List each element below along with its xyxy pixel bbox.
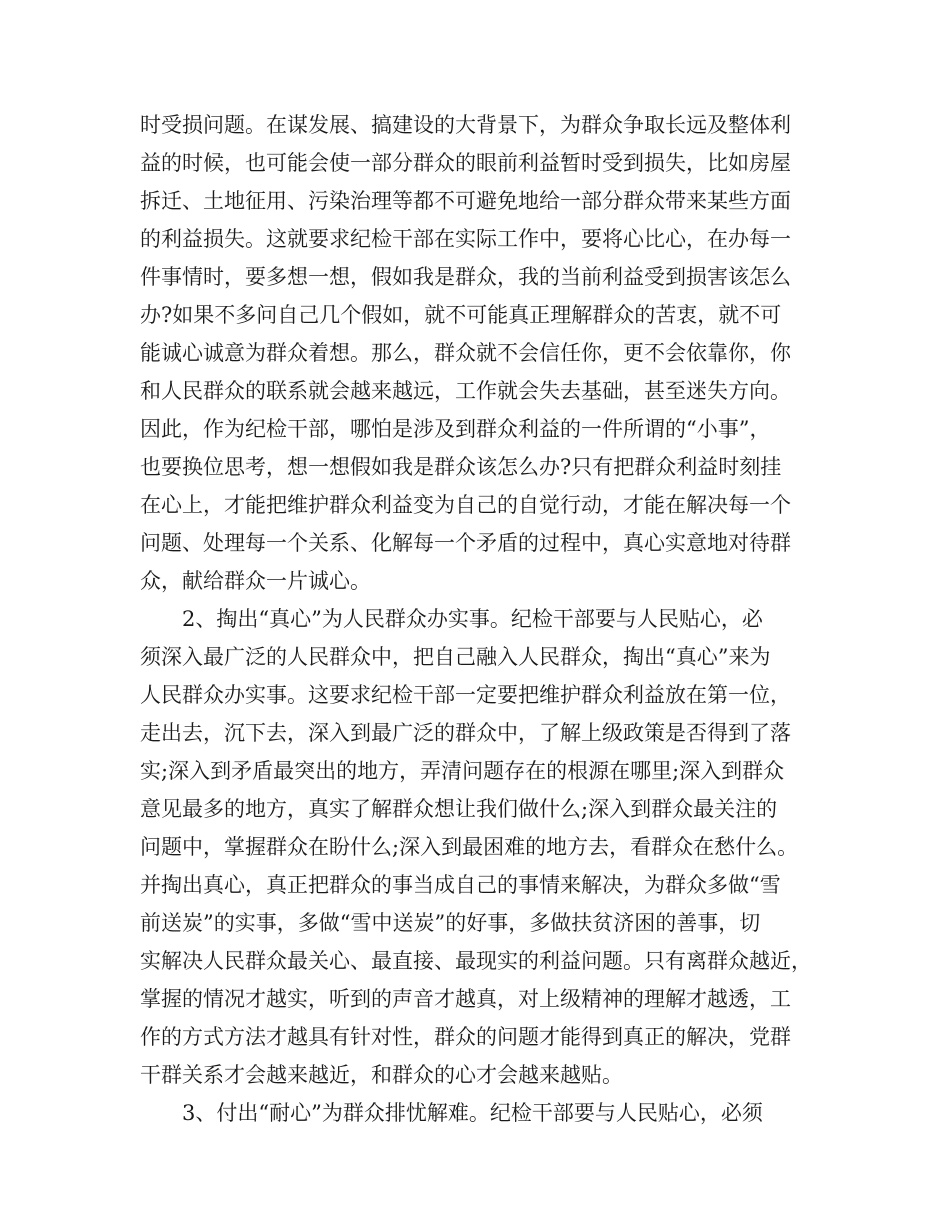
text-line: 因此，作为纪检干部，哪怕是涉及到群众利益的一件所谓的“小事”，: [140, 417, 771, 441]
text-line: 办?如果不多问自己几个假如，就不可能真正理解群众的苦衷，就不可: [140, 303, 782, 327]
text-line: 问题、处理每一个关系、化解每一个矛盾的过程中，真心实意地对待群: [140, 531, 791, 555]
text-line: 问题中，掌握群众在盼什么;深入到最困难的地方去，看群众在愁什么。: [140, 835, 799, 859]
text-line: 实解决人民群众最关心、最直接、最现实的利益问题。只有离群众越近，: [140, 949, 812, 973]
text-line: 干群关系才会越来越近，和群众的心才会越来越贴。: [140, 1063, 623, 1087]
text-line: 人民群众办实事。这要求纪检干部一定要把维护群众利益放在第一位，: [140, 683, 791, 707]
text-line: 在心上，才能把维护群众利益变为自己的自觉行动，才能在解决每一个: [140, 493, 791, 517]
text-line: 意见最多的地方，真实了解群众想让我们做什么;深入到群众最关注的: [140, 797, 778, 821]
text-line: 走出去，沉下去，深入到最广泛的群众中，了解上级政策是否得到了落: [140, 721, 791, 745]
text-line: 益的时候，也可能会使一部分群众的眼前利益暂时受到损失，比如房屋: [140, 151, 791, 175]
text-line: 件事情时，要多想一想，假如我是群众，我的当前利益受到损害该怎么: [140, 265, 791, 289]
text-line: 时受损问题。在谋发展、搞建设的大背景下，为群众争取长远及整体利: [140, 113, 791, 137]
text-line: 和人民群众的联系就会越来越远，工作就会失去基础，甚至迷失方向。: [140, 379, 791, 403]
text-line: 拆迁、土地征用、污染治理等都不可避免地给一部分群众带来某些方面: [140, 189, 791, 213]
text-line: 众，献给群众一片诚心。: [140, 569, 371, 593]
text-line: 掌握的情况才越实，听到的声音才越真，对上级精神的理解才越透，工: [140, 987, 791, 1011]
text-line: 能诚心诚意为群众着想。那么，群众就不会信任你，更不会依靠你，你: [140, 341, 791, 365]
text-line: 并掏出真心，真正把群众的事当成自己的事情来解决，为群众多做“雪: [140, 873, 781, 897]
paragraph-3-heading-line: 3、付出“耐心”为群众排忧解难。纪检干部要与人民贴心，必须: [182, 1101, 763, 1125]
paragraph-2-heading-line: 2、掏出“真心”为人民群众办实事。纪检干部要与人民贴心，必: [182, 607, 763, 631]
text-line: 实;深入到矛盾最突出的地方，弄清问题存在的根源在哪里;深入到群众: [140, 759, 785, 783]
text-line: 也要换位思考，想一想假如我是群众该怎么办?只有把群众利益时刻挂: [140, 455, 782, 479]
text-line: 须深入最广泛的人民群众中，把自己融入人民群众，掏出“真心”来为: [140, 645, 771, 669]
body-text: [140, 106, 830, 1132]
text-line: 前送炭”的实事，多做“雪中送炭”的好事，多做扶贫济困的善事，切: [140, 911, 761, 935]
text-line: 作的方式方法才越具有针对性，群众的问题才能得到真正的解决，党群: [140, 1025, 791, 1049]
text-line: 的利益损失。这就要求纪检干部在实际工作中，要将心比心，在办每一: [140, 227, 791, 251]
